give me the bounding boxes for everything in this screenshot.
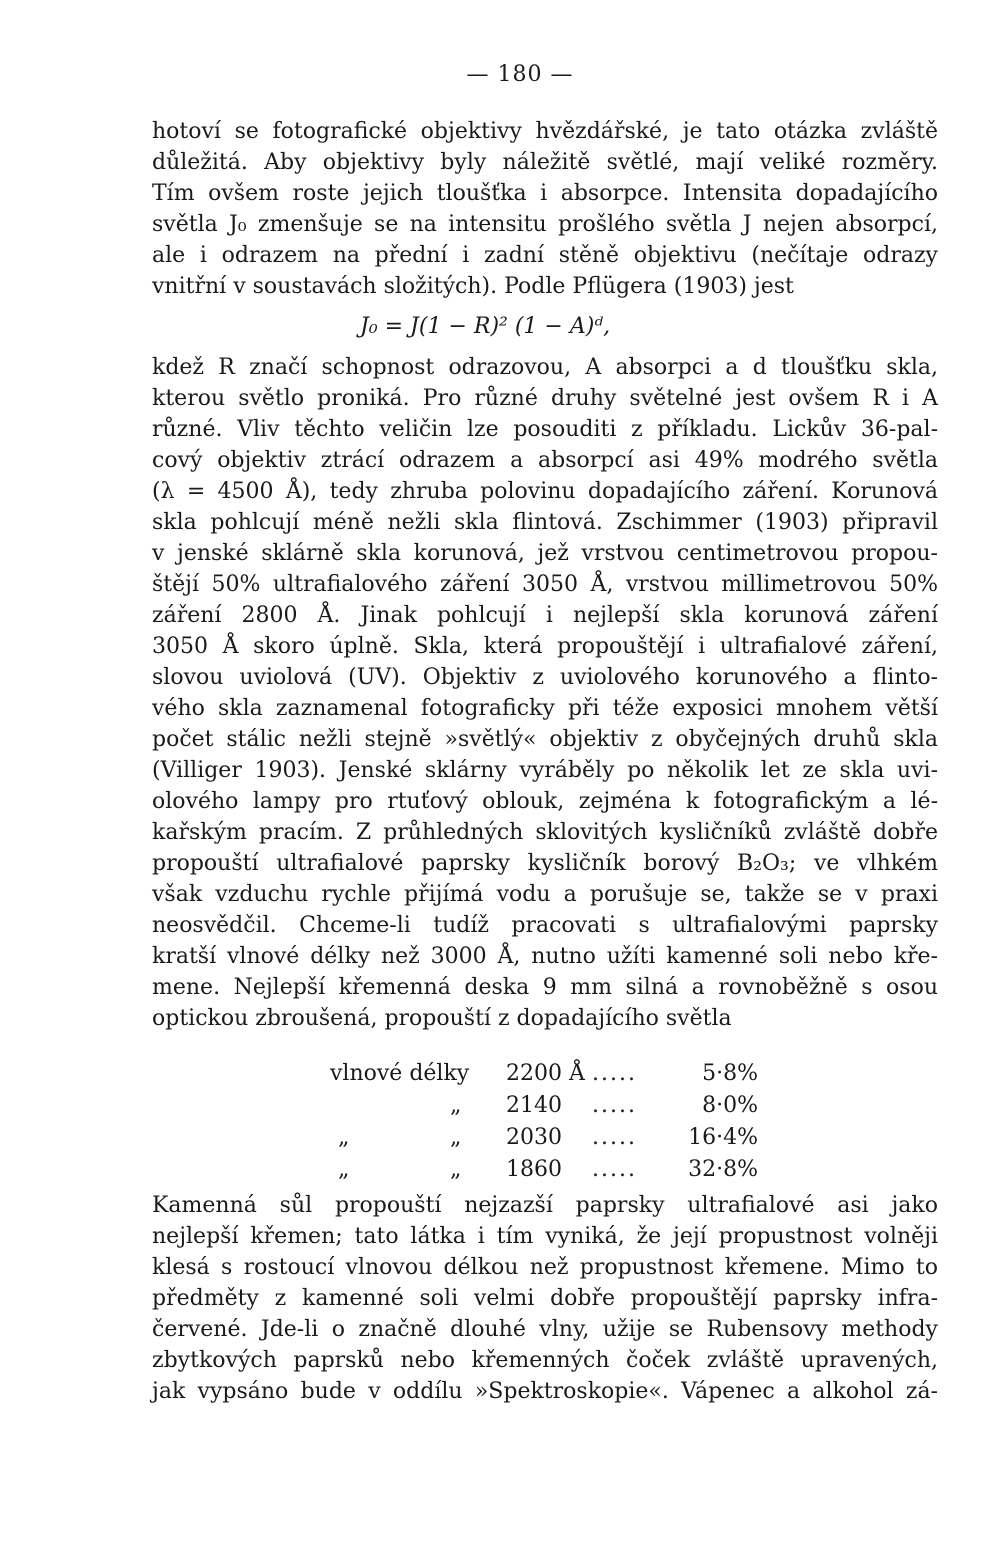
text-line: hotoví se fotografické objektivy hvězdářské, je tato otázka zvláště xyxy=(152,119,938,144)
text-line: optickou zbroušená, propouští z dopadajícího světla xyxy=(152,1006,732,1031)
text-line: mene. Nejlepší křemenná deska 9 mm silná a rovnoběžně s osou xyxy=(152,975,938,1000)
text-line: červené. Jde-li o značně dlouhé vlny, užije se Rubensovy methody xyxy=(152,1317,938,1342)
text-line: nejlepší křemen; tato látka i tím vyniká, že její propustnost volněji xyxy=(152,1224,938,1249)
leader-dots: ..... xyxy=(592,1093,637,1118)
ditto-mark: „ xyxy=(450,1157,462,1182)
table-row xyxy=(152,1154,938,1186)
text-line: štějí 50% ultrafialového záření 3050 Å, vrstvou millimetrovou 50% xyxy=(152,572,938,597)
text-line: propouští ultrafialové paprsky kysličník borový B₂O₃; ve vlhkém xyxy=(152,851,938,876)
page-number: — 180 — xyxy=(466,62,574,87)
leader-dots: ..... xyxy=(592,1157,637,1182)
text-line: však vzduchu rychle přijímá vodu a porušuje se, takže se v praxi xyxy=(152,882,938,907)
text-line: světla J₀ zmenšuje se na intensitu prošlého světla J nejen absorpcí, xyxy=(152,212,938,237)
table-label: vlnové délky xyxy=(330,1061,470,1086)
text-line: kdež R značí schopnost odrazovou, A absorpci a d tloušťku skla, xyxy=(152,355,938,380)
text-line: ale i odrazem na přední i zadní stěně objektivu (nečítaje odrazy xyxy=(152,243,938,268)
table-row xyxy=(152,1122,938,1154)
paragraph-3 xyxy=(152,1190,938,1407)
ditto-mark: „ xyxy=(450,1093,462,1118)
formula-block xyxy=(152,308,938,346)
text-line: počet stálic nežli stejně »světlý« objektiv z obyčejných druhů skla xyxy=(152,727,938,752)
text-line: předměty z kamenné soli velmi dobře propouštějí paprsky infra- xyxy=(152,1286,938,1311)
text-line: vého skla zaznamenal fotograficky při téže exposici mnohem větší xyxy=(152,696,938,721)
wavelength-cell xyxy=(506,1058,585,1090)
wavelength-value: 2140 xyxy=(506,1093,562,1118)
text-line: 3050 Å skoro úplně. Skla, která propouštějí i ultrafialové záření, xyxy=(152,634,938,659)
leader-dots: ..... xyxy=(592,1061,637,1086)
table-row xyxy=(152,1058,938,1090)
text-line: (λ = 4500 Å), tedy zhruba polovinu dopadajícího záření. Korunová xyxy=(152,479,938,504)
transmission-value: 8·0% xyxy=(702,1093,758,1118)
transmission-value: 16·4% xyxy=(688,1125,758,1150)
table-row xyxy=(152,1090,938,1122)
ditto-mark: „ xyxy=(338,1157,350,1182)
angstrom-unit: Å xyxy=(569,1061,585,1086)
ditto-mark: „ xyxy=(450,1125,462,1150)
text-line: jak vypsáno bude v oddílu »Spektroskopie«. Vápenec a alkohol zá- xyxy=(152,1379,938,1404)
paragraph-1 xyxy=(152,116,938,302)
paragraph-2 xyxy=(152,352,938,1034)
wavelength-value: 2030 xyxy=(506,1125,562,1150)
transmission-table xyxy=(152,1058,938,1186)
transmission-value: 32·8% xyxy=(688,1157,758,1182)
text-line: v jenské sklárně skla korunová, jež vrstvou centimetrovou propou- xyxy=(152,541,938,566)
text-line: skla pohlcují méně nežli skla flintová. Zschimmer (1903) připravil xyxy=(152,510,938,535)
text-line: důležitá. Aby objektivy byly náležitě světlé, mají veliké rozměry. xyxy=(152,150,938,175)
text-line: (Villiger 1903). Jenské sklárny vyráběly po několik let ze skla uvi- xyxy=(152,758,938,783)
text-line: olového lampy pro rtuťový oblouk, zejména k fotografickým a lé- xyxy=(152,789,938,814)
text-line: klesá s rostoucí vlnovou délkou než propustnost křemene. Mimo to xyxy=(152,1255,938,1280)
formula: J₀ = J(1 − R)² (1 − A)ᵈ, xyxy=(360,314,611,339)
text-line: zbytkových paprsků nebo křemenných čoček zvláště upravených, xyxy=(152,1348,938,1373)
wavelength-value: 1860 xyxy=(506,1157,562,1182)
ditto-mark: „ xyxy=(338,1125,350,1150)
text-line: záření 2800 Å. Jinak pohlcují i nejlepší skla korunová záření xyxy=(152,603,938,628)
text-line: Kamenná sůl propouští nejzazší paprsky ultrafialové asi jako xyxy=(152,1193,938,1218)
transmission-value: 5·8% xyxy=(702,1061,758,1086)
text-line: neosvědčil. Chceme-li tudíž pracovati s ultrafialovými paprsky xyxy=(152,913,938,938)
text-line: kařským pracím. Z průhledných sklovitých kysličníků zvláště dobře xyxy=(152,820,938,845)
text-line: různé. Vliv těchto veličin lze posouditi z příkladu. Lickův 36-pal- xyxy=(152,417,938,442)
text-line: kratší vlnové délky než 3000 Å, nutno užíti kamenné soli nebo kře- xyxy=(152,944,938,969)
wavelength-value: 2200 xyxy=(506,1061,562,1086)
text-line: vnitřní v soustavách složitých). Podle Pflügera (1903) jest xyxy=(152,274,794,299)
text-line: slovou uviolová (UV). Objektiv z uviolového korunového a flinto- xyxy=(152,665,938,690)
text-line: Tím ovšem roste jejich tloušťka i absorpce. Intensita dopadajícího xyxy=(152,181,938,206)
text-line: cový objektiv ztrácí odrazem a absorpcí asi 49% modrého světla xyxy=(152,448,938,473)
text-line: kterou světlo proniká. Pro různé druhy světelné jest ovšem R i A xyxy=(152,386,938,411)
leader-dots: ..... xyxy=(592,1125,637,1150)
